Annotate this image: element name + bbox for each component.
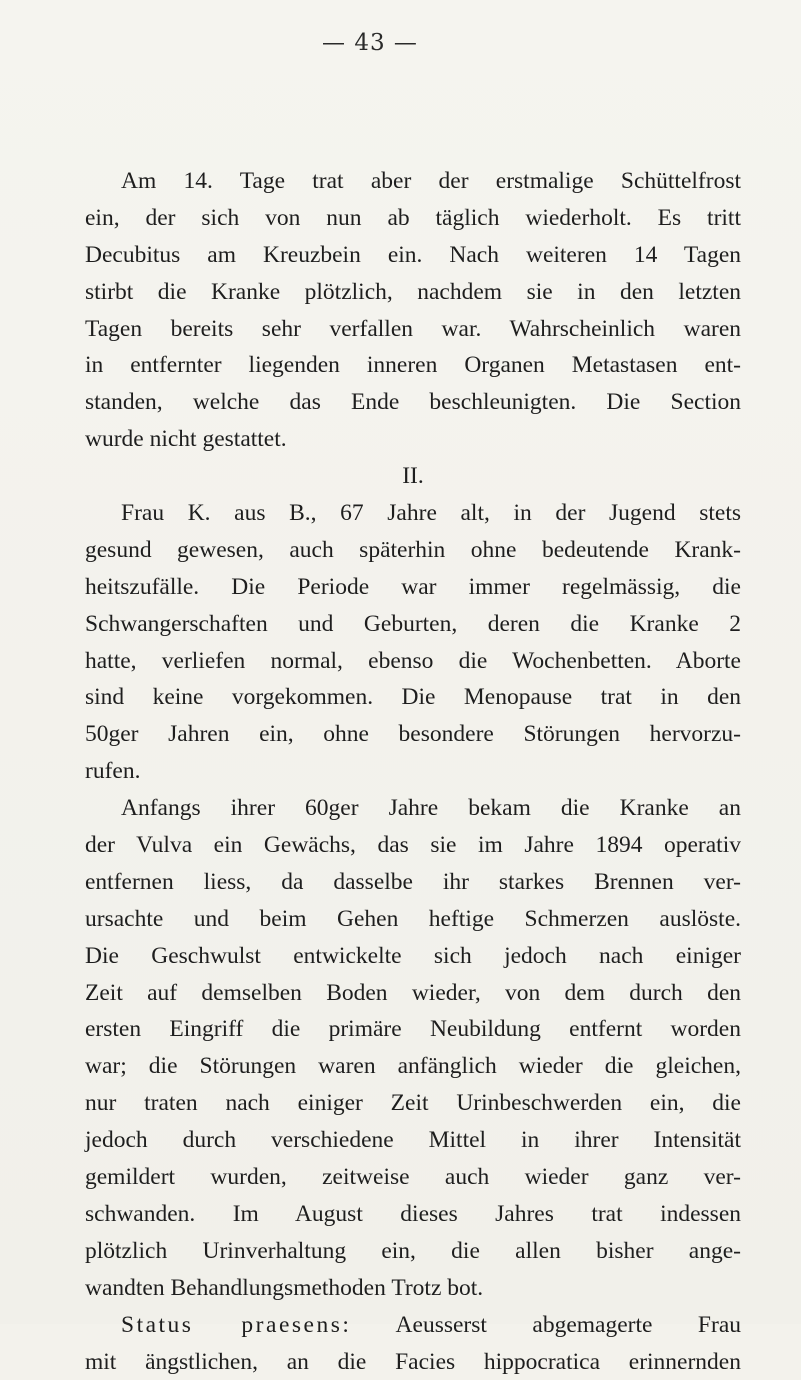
text-line: schwanden. Im August dieses Jahres trat indessen (85, 1196, 741, 1233)
text-line: Anfangs ihrer 60ger Jahre bekam die Kranke an (85, 790, 741, 827)
text-line: standen, welche das Ende beschleunigten. Die Section (85, 384, 741, 421)
text-line: hatte, verliefen normal, ebenso die Wochenbetten. Aborte (85, 643, 741, 680)
text-line: Schwangerschaften und Geburten, deren die Kranke 2 (85, 606, 741, 643)
text-line: der Vulva ein Gewächs, das sie im Jahre 1894 operativ (85, 827, 741, 864)
text-line (85, 1307, 741, 1344)
text-line: plötzlich Urinverhaltung ein, die allen bisher ange- (85, 1233, 741, 1270)
text-line: Decubitus am Kreuzbein ein. Nach weiteren 14 Tagen (85, 237, 741, 274)
text-line: nur traten nach einiger Zeit Urinbeschwerden ein, die (85, 1085, 741, 1122)
body-text (85, 163, 741, 1380)
section-heading: II. (85, 458, 741, 495)
text-line: Frau K. aus B., 67 Jahre alt, in der Jugend stets (85, 495, 741, 532)
text-line: heitszufälle. Die Periode war immer regelmässig, die (85, 569, 741, 606)
text-line: in entfernter liegenden inneren Organen Metastasen ent- (85, 347, 741, 384)
text-line: rufen. (85, 753, 741, 790)
text-line: sind keine vorgekommen. Die Menopause trat in den (85, 679, 741, 716)
text-line-rest: Aeusserst abgemagerte Frau (351, 1312, 741, 1338)
text-line: wandten Behandlungsmethoden Trotz bot. (85, 1270, 741, 1307)
text-line: mit ängstlichen, an die Facies hippocratica erinnernden (85, 1344, 741, 1380)
text-line: wurde nicht gestattet. (85, 421, 741, 458)
text-line: war; die Störungen waren anfänglich wieder die gleichen, (85, 1048, 741, 1085)
text-line: ersten Eingriff die primäre Neubildung entfernt worden (85, 1011, 741, 1048)
text-line: ein, der sich von nun ab täglich wiederholt. Es tritt (85, 200, 741, 237)
status-praesens-label: Status praesens: (121, 1312, 351, 1338)
page-number: — 43 — (0, 30, 740, 56)
text-line: Zeit auf demselben Boden wieder, von dem durch den (85, 975, 741, 1012)
text-line: Am 14. Tage trat aber der erstmalige Schüttelfrost (85, 163, 741, 200)
text-line: Die Geschwulst entwickelte sich jedoch nach einiger (85, 938, 741, 975)
text-line: entfernen liess, da dasselbe ihr starkes Brennen ver- (85, 864, 741, 901)
text-line: jedoch durch verschiedene Mittel in ihrer Intensität (85, 1122, 741, 1159)
text-line: stirbt die Kranke plötzlich, nachdem sie in den letzten (85, 274, 741, 311)
text-line: ursachte und beim Gehen heftige Schmerzen auslöste. (85, 901, 741, 938)
text-line: gesund gewesen, auch späterhin ohne bedeutende Krank- (85, 532, 741, 569)
text-line: Tagen bereits sehr verfallen war. Wahrscheinlich waren (85, 311, 741, 348)
text-line: 50ger Jahren ein, ohne besondere Störungen hervorzu- (85, 716, 741, 753)
text-line: gemildert wurden, zeitweise auch wieder ganz ver- (85, 1159, 741, 1196)
